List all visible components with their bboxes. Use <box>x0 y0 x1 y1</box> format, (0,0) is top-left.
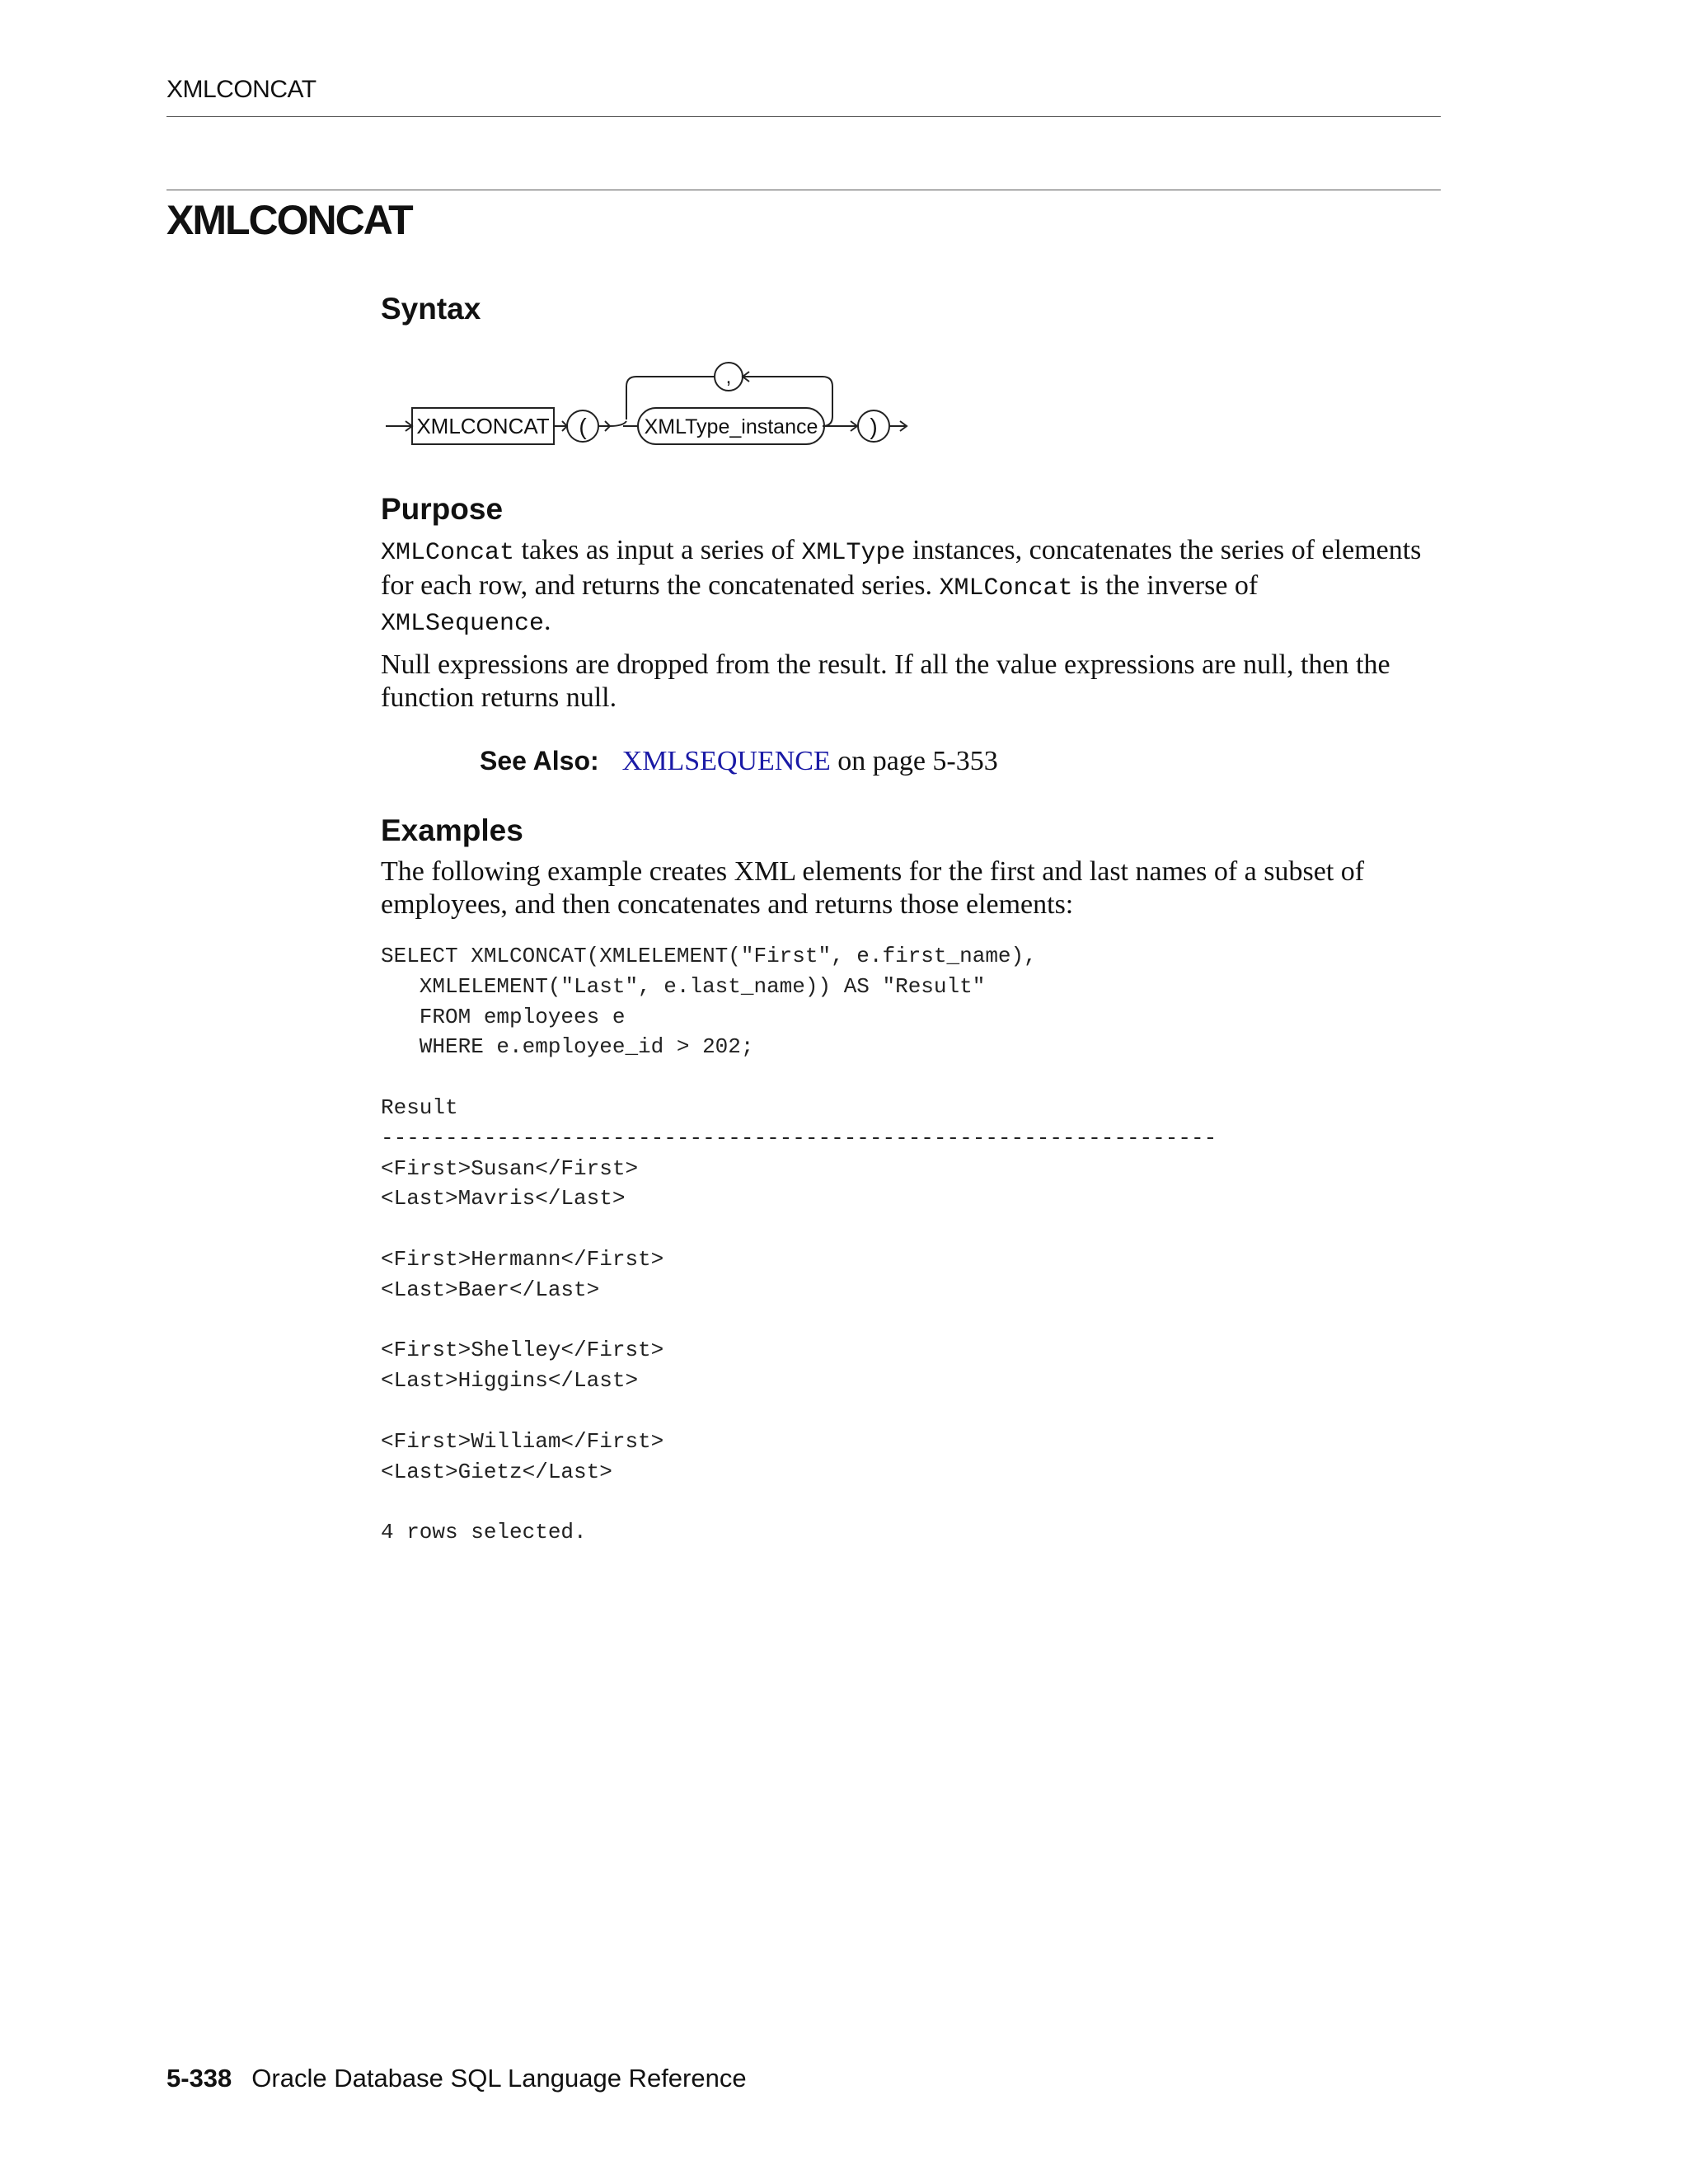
text-fragment: . <box>544 606 551 636</box>
text-fragment: takes as input a series of <box>514 535 802 565</box>
code-xmltype: XMLType <box>801 539 906 567</box>
header-rule <box>166 116 1441 117</box>
code-line <box>381 1305 1217 1336</box>
code-line <box>381 1214 1217 1244</box>
code-line: <First>Hermann</First> <box>381 1246 664 1272</box>
purpose-heading: Purpose <box>381 492 504 526</box>
code-line <box>381 1487 1217 1517</box>
code-line: WHERE e.employee_id > 202; <box>381 1034 754 1060</box>
purpose-paragraph <box>381 534 1452 640</box>
code-xmlsequence: XMLSequence <box>381 610 545 638</box>
code-line <box>381 1062 1217 1093</box>
code-xmlconcat: XMLConcat <box>939 574 1073 602</box>
examples-heading: Examples <box>381 813 523 847</box>
see-also-page-ref: on page 5-353 <box>830 746 998 776</box>
text-fragment: instances, concatenates the series of elements for each row, and returns the concatenated series. <box>381 535 1422 601</box>
see-also-note <box>480 746 998 777</box>
page-footer <box>166 2064 747 2093</box>
code-line: <First>William</First> <box>381 1428 664 1454</box>
code-line: SELECT XMLCONCAT(XMLELEMENT("First", e.first_name), <box>381 944 1037 968</box>
code-line: Result <box>381 1094 458 1120</box>
loop-line <box>626 377 715 419</box>
code-line: <Last>Mavris</Last> <box>381 1186 626 1212</box>
examples-intro: The following example creates XML elements for the first and last names of a subset of employees, and then concatenates and returns those elements: <box>381 856 1365 920</box>
code-line: <Last>Higgins</Last> <box>381 1368 639 1394</box>
xmlsequence-link[interactable]: XMLSEQUENCE <box>621 746 831 776</box>
open-paren-label: ( <box>579 414 587 439</box>
purpose-null-paragraph: Null expressions are dropped from the result. If all the value expressions are null, then the function returns null. <box>381 649 1390 713</box>
syntax-heading: Syntax <box>381 292 481 326</box>
code-line: FROM employees e <box>381 1004 626 1029</box>
syntax-diagram <box>379 350 923 466</box>
close-paren-label: ) <box>870 414 878 439</box>
code-line <box>381 1396 1217 1427</box>
code-example <box>381 941 1217 1548</box>
code-line: <Last>Gietz</Last> <box>381 1459 612 1484</box>
page-title: XMLCONCAT <box>166 197 412 243</box>
see-also-label: See Also: <box>480 746 599 776</box>
running-header: XMLCONCAT <box>166 76 316 103</box>
code-line: <First>Shelley</First> <box>381 1338 664 1363</box>
book-title: Oracle Database SQL Language Reference <box>251 2064 747 2093</box>
code-xmlconcat: XMLConcat <box>381 539 515 567</box>
keyword-label: XMLCONCAT <box>416 414 550 438</box>
separator-label: , <box>725 366 732 388</box>
text-fragment: is the inverse of <box>1072 570 1259 601</box>
page-number: 5-338 <box>166 2064 232 2093</box>
code-line: <Last>Baer</Last> <box>381 1277 600 1302</box>
argument-label: XMLType_instance <box>644 415 818 438</box>
code-line: <First>Susan</First> <box>381 1155 639 1181</box>
code-line: 4 rows selected. <box>381 1520 587 1545</box>
code-line: ----------------------------------------------------------------- <box>381 1125 1217 1151</box>
code-line: XMLELEMENT("Last", e.last_name)) AS "Result" <box>381 973 986 999</box>
